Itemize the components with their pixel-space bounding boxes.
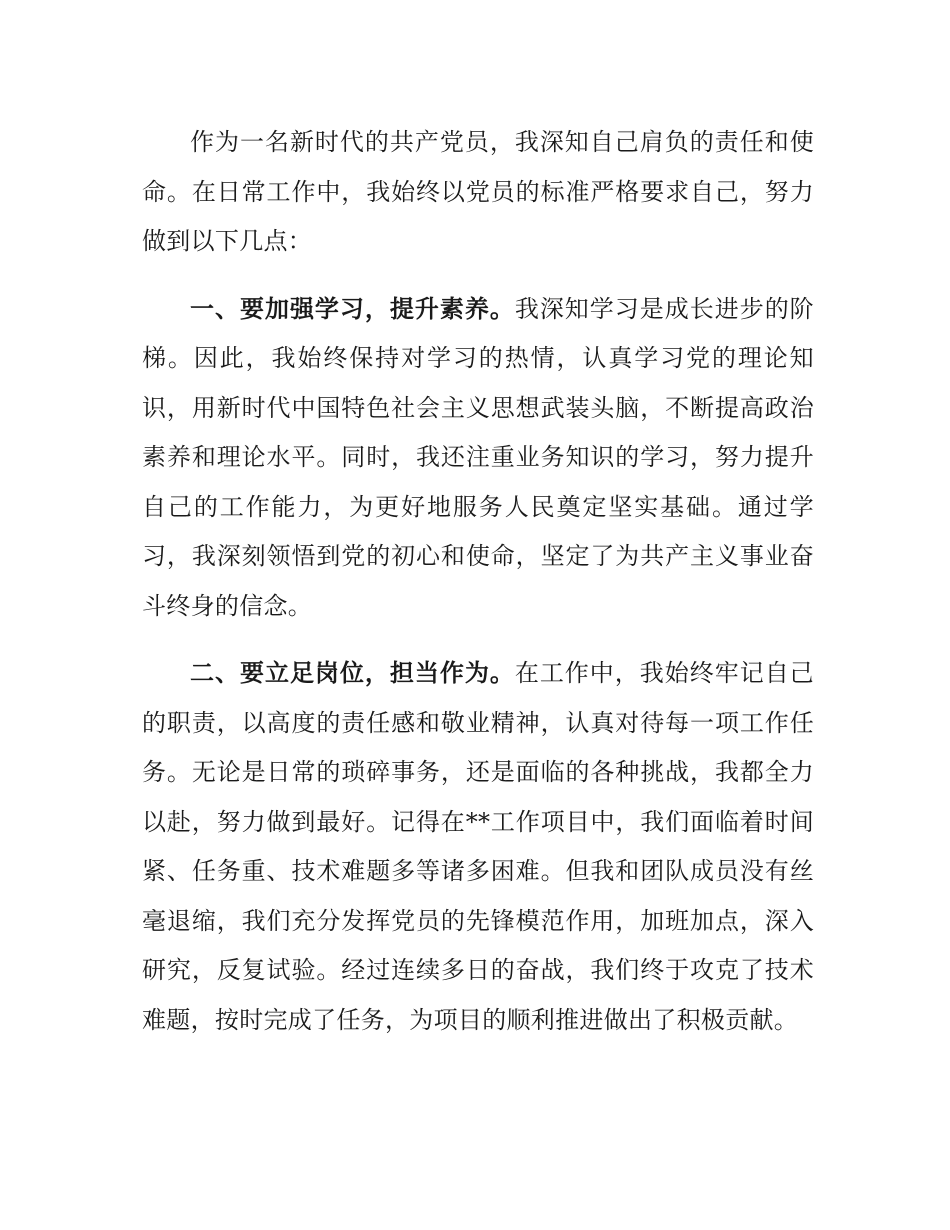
document-body (142, 118, 814, 1045)
section-one-heading: 一、要加强学习，提升素养。 (190, 294, 515, 323)
section-two-text: 在工作中，我始终牢记自己的职责，以高度的责任感和敬业精神，认真对待每一项工作任务。无论是日常的琐碎事务，还是面临的各种挑战，我都全力以赴，努力做到最好。记得在**工作项目中，我们面临着时间紧、任务重、技术难题多等诸多困难。但我和团队成员没有丝毫退缩，我们充分发挥党员的先锋模范作用，加班加点，深入研究，反复试验。经过连续多日的奋战，我们终于攻克了技术难题，按时完成了任务，为项目的顺利推进做出了积极贡献。 (142, 659, 814, 1034)
section-two-paragraph (142, 649, 814, 1045)
section-one-paragraph (142, 285, 814, 632)
intro-paragraph-text: 作为一名新时代的共产党员，我深知自己肩负的责任和使命。在日常工作中，我始终以党员的标准严格要求自己，努力做到以下几点： (142, 128, 814, 255)
intro-paragraph (142, 118, 814, 267)
section-two-heading: 二、要立足岗位，担当作为。 (190, 659, 515, 687)
section-one-text: 我深知学习是成长进步的阶梯。因此，我始终保持对学习的热情，认真学习党的理论知识，用新时代中国特色社会主义思想武装头脑，不断提高政治素养和理论水平。同时，我还注重业务知识的学习，努力提升自己的工作能力，为更好地服务人民奠定坚实基础。通过学习，我深刻领悟到党的初心和使命，坚定了为共产主义事业奋斗终身的信念。 (142, 294, 814, 620)
